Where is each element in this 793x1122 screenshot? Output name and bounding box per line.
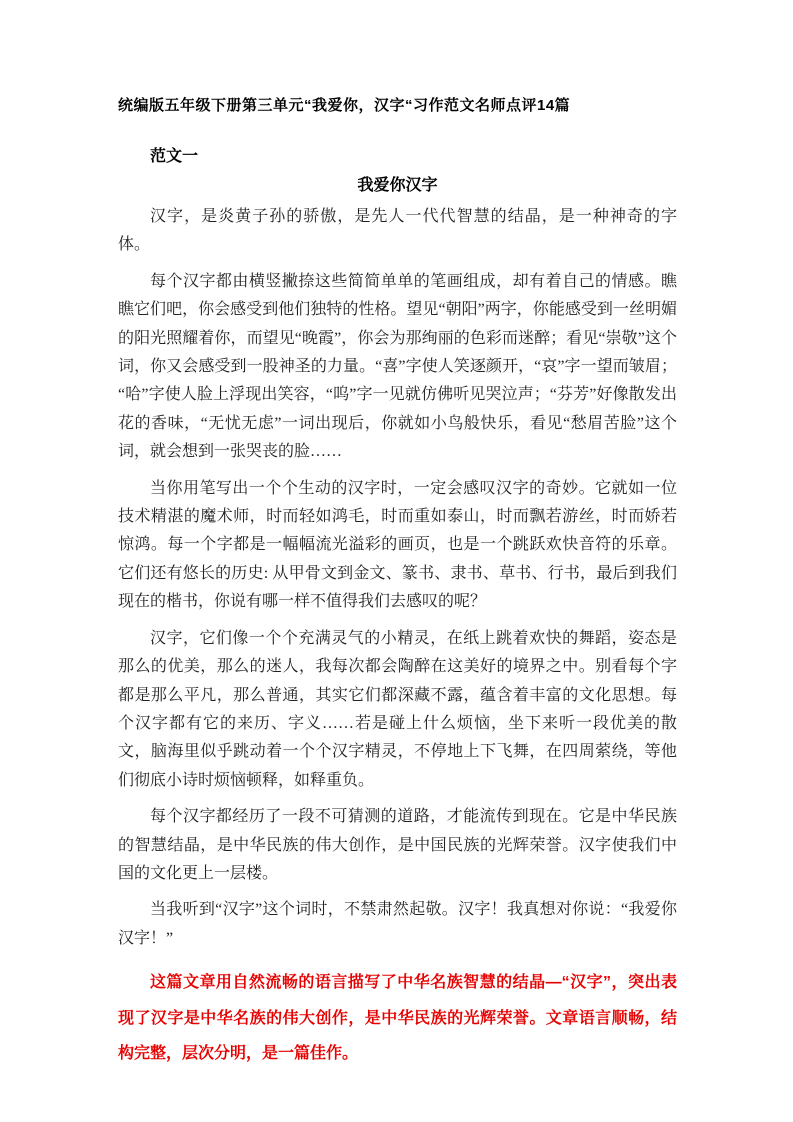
essay-paragraph: 每个汉字都经历了一段不可猜测的道路，才能流传到现在。它是中华民族的智慧结晶，是中华民族的伟大创作，是中国民族的光辉荣誉。汉字使我们中国的文化更上一层楼。 <box>118 808 677 882</box>
essay-paragraph: 汉字，是炎黄子孙的骄傲，是先人一代代智慧的结晶，是一种神奇的字体。 <box>118 208 677 254</box>
teacher-comment: 这篇文章用自然流畅的语言描写了中华名族智慧的结晶—“汉字”，突出表现了汉字是中华名族的伟大创作，是中华民族的光辉荣誉。文章语言顺畅，结构完整，层次分明，是一篇佳作。 <box>118 974 677 1063</box>
essay-title: 我爱你汉字 <box>357 177 438 194</box>
section-label: 范文一 <box>150 148 199 165</box>
essay-paragraph: 当我听到“汉字”这个词时，不禁肃然起敬。汉字！我真想对你说：“我爱你汉字！” <box>118 901 677 947</box>
essay-paragraph: 当你用笔写出一个个生动的汉字时，一定会感叹汉字的奇妙。它就如一位技术精湛的魔术师，时而轻如鸿毛，时而重如泰山，时而飘若游丝，时而娇若惊鸿。每一个字都是一幅幅流光溢彩的画页，也是一个跳跃欢快音符的乐章。它们还有悠长的历史: 从甲骨文到金文、篆书、隶书、草书、行书，最后到我们现在的楷书，你说有哪一样不值得我们去感叹的呢？ <box>118 479 677 611</box>
essay-body <box>118 203 677 953</box>
essay-paragraph: 每个汉字都由横竖撇捺这些简简单单的笔画组成，却有着自己的情感。瞧瞧它们吧，你会感受到他们独特的性格。望见“朝阳”两字，你能感受到一丝明媚的阳光照耀着你，而望见“晚霞”，你会为那绚丽的色彩而迷醉；看见“崇敬”这个词，你又会感受到一股神圣的力量。“喜”字使人笑逐颜开，“哀”字一望而皱眉；“哈”字使人脸上浮现出笑容，“呜”字一见就仿佛听见哭泣声；“芬芳”好像散发出花的香味，“无忧无虑”一词出现后，你就如小鸟般快乐，看见“愁眉苦脸”这个词，就会想到一张哭丧的脸…… <box>118 272 677 461</box>
essay-paragraph: 汉字，它们像一个个充满灵气的小精灵，在纸上跳着欢快的舞蹈，姿态是那么的优美，那么的迷人，我每次都会陶醉在这美好的境界之中。别看每个字都是那么平凡，那么普通，其实它们都深藏不露，蕴含着丰富的文化思想。每个汉字都有它的来历、字义……若是碰上什么烦恼，坐下来听一段优美的散文，脑海里似乎跳动着一个个汉字精灵，不停地上下飞舞，在四周萦绕，等他们彻底小诗时烦恼顿释，如释重负。 <box>118 629 677 789</box>
essay-page <box>118 96 677 1072</box>
document-title: 统编版五年级下册第三单元“我爱你，汉字“习作范文名师点评14篇 <box>118 97 571 114</box>
